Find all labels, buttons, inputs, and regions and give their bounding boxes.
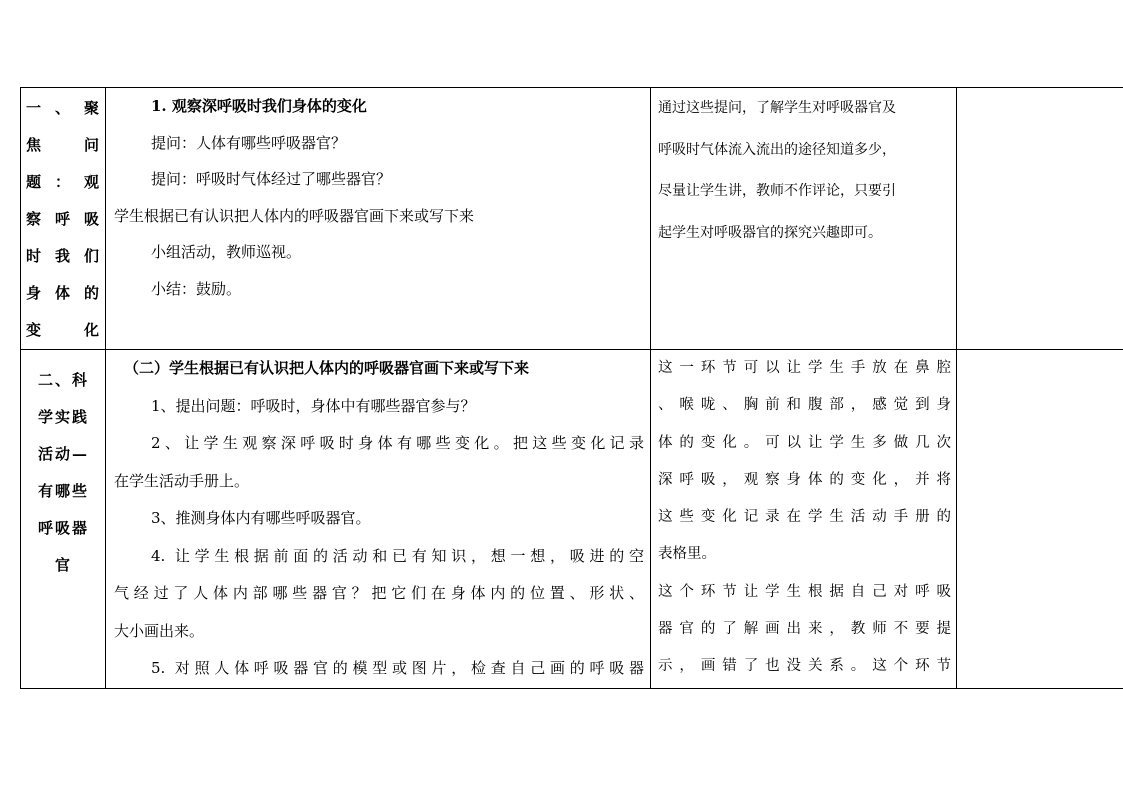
note-line: 呼吸时气体流入流出的途径知道多少， [658,141,896,158]
stage-line: 一、聚 [26,99,101,117]
table-row-focus-question [21,88,1123,350]
note-line: 这个环节让学生根据自己对呼吸 [658,583,951,600]
content-line: 1、提出问题：呼吸时，身体中有哪些器官参与？ [151,396,476,415]
activity-cell [106,88,651,350]
content-line: 小组活动，教师巡视。 [151,243,302,261]
design-intent-cell [651,350,957,689]
note-line: 、喉咙、胸前和腹部，感觉到身 [658,397,951,414]
note-line: 起学生对呼吸器官的探究兴趣即可。 [658,224,882,241]
content-line: 小结：鼓励。 [151,279,242,298]
note-line: 示，画错了也没关系。这个环节 [658,658,951,675]
content-line: 学生根据已有认识把人体内的呼吸器官画下来或写下来 [114,206,475,225]
note-line: 通过这些提问，了解学生对呼吸器官及 [658,100,896,116]
note-line: 表格里。 [658,546,716,563]
note-line: 体的变化。可以让学生多做几次 [658,434,951,451]
content-line: 2、让学生观察深呼吸时身体有哪些变化。把这些变化记录 [151,434,644,452]
activity-cell [106,350,651,689]
table-row-practice-activity [21,350,1123,689]
note-line: 尽量让学生讲，教师不作评论，只要引 [658,183,896,199]
stage-cell [21,350,106,689]
section-heading: （二）学生根据已有认识把人体内的呼吸器官画下来或写下来 [124,359,530,377]
content-line: 提问：呼吸时气体经过了哪些器官？ [151,170,392,188]
stage-line: 变化 [26,321,101,339]
stage-line: 有哪些 [37,482,89,500]
section-heading: 1. 观察深呼吸时我们身体的变化 [151,97,367,115]
stage-line: 身体的 [26,284,101,302]
empty-cell [957,350,1123,689]
empty-cell [957,88,1123,350]
stage-line: 官 [54,556,72,574]
stage-line: 察呼吸 [26,210,101,228]
stage-line: 活动— [37,445,89,463]
note-line: 这一环节可以让学生手放在鼻腔 [658,360,951,376]
note-line: 器官的了解画出来，教师不要提 [658,621,951,638]
content-line: 4. 让学生根据前面的活动和已有知识，想一想，吸进的空 [151,546,644,565]
stage-line: 呼吸器 [37,519,89,537]
lesson-plan-table [20,87,1123,689]
content-line: 5. 对照人体呼吸器官的模型或图片，检查自己画的呼吸器 [151,659,644,677]
content-line: 在学生活动手册上。 [114,471,250,490]
content-line: 提问：人体有哪些呼吸器官？ [151,133,347,152]
stage-line: 二、科 [37,371,89,389]
stage-line: 学实践 [37,408,89,426]
note-line: 深呼吸，观察身体的变化，并将 [658,471,951,488]
stage-cell [21,88,106,350]
stage-line: 焦 问 [26,136,101,154]
stage-line: 题：观 [26,173,101,191]
content-line: 3、推测身体内有哪些呼吸器官。 [151,509,371,527]
content-line: 大小画出来。 [114,621,205,640]
design-intent-cell [651,88,957,350]
note-line: 这些变化记录在学生活动手册的 [658,509,951,526]
content-line: 气经过了人体内部哪些器官？把它们在身体内的位置、形状、 [114,584,644,602]
stage-line: 时我们 [26,247,101,265]
